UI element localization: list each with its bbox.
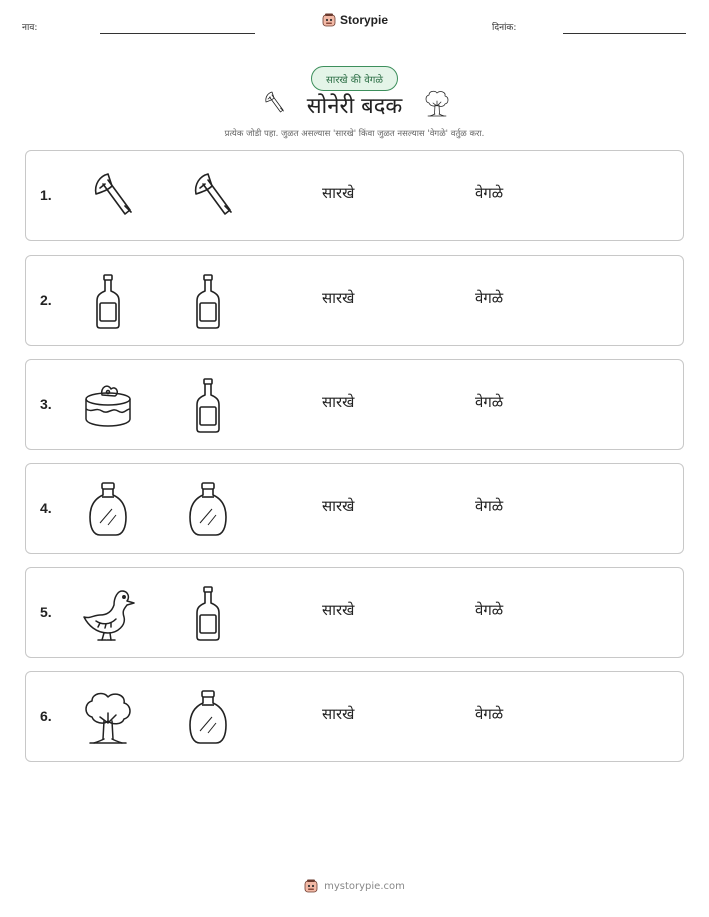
date-label: दिनांक: bbox=[492, 23, 517, 33]
right-picture bbox=[178, 687, 238, 747]
tree-icon bbox=[422, 88, 452, 118]
row-number: 4. bbox=[40, 500, 52, 516]
exercise-row bbox=[25, 150, 684, 241]
left-picture bbox=[78, 271, 138, 331]
tree-icon bbox=[78, 687, 138, 747]
instructions: प्रत्येक जोडी पहा. जुळत असल्यास 'सारखे' किंवा जुळत नसल्यास 'वेगळे' वर्तुळ करा. bbox=[224, 129, 485, 139]
option-different[interactable]: वेगळे bbox=[475, 393, 504, 411]
right-picture bbox=[178, 479, 238, 539]
left-picture bbox=[78, 687, 138, 747]
axe-icon bbox=[178, 166, 238, 226]
bottle-icon bbox=[178, 271, 238, 331]
option-different[interactable]: वेगळे bbox=[475, 184, 504, 202]
date-field-line[interactable] bbox=[563, 33, 686, 34]
option-same[interactable]: सारखे bbox=[322, 289, 355, 307]
right-picture bbox=[178, 375, 238, 435]
bottle-icon bbox=[178, 583, 238, 643]
option-same[interactable]: सारखे bbox=[322, 497, 355, 515]
brand-logo bbox=[322, 13, 388, 27]
option-same[interactable]: सारखे bbox=[322, 705, 355, 723]
option-same[interactable]: सारखे bbox=[322, 393, 355, 411]
duck-icon bbox=[78, 583, 138, 643]
right-picture bbox=[178, 271, 238, 331]
exercise-row bbox=[25, 359, 684, 450]
title-right-icon bbox=[422, 88, 452, 122]
title-row bbox=[0, 88, 709, 122]
cake-icon bbox=[78, 375, 138, 435]
footer bbox=[0, 879, 709, 893]
option-same[interactable]: सारखे bbox=[322, 601, 355, 619]
row-number: 3. bbox=[40, 396, 52, 412]
activity-tag: सारखे की वेगळे bbox=[311, 66, 398, 91]
option-different[interactable]: वेगळे bbox=[475, 289, 504, 307]
left-picture bbox=[78, 166, 138, 226]
row-number: 2. bbox=[40, 292, 52, 308]
row-number: 6. bbox=[40, 708, 52, 724]
name-field-line[interactable] bbox=[100, 33, 255, 34]
brand-name: Storypie bbox=[340, 13, 389, 27]
right-picture bbox=[178, 166, 238, 226]
right-picture bbox=[178, 583, 238, 643]
flask-icon bbox=[178, 687, 238, 747]
option-different[interactable]: वेगळे bbox=[475, 705, 504, 723]
axe-icon bbox=[257, 88, 287, 118]
left-picture bbox=[78, 583, 138, 643]
left-picture bbox=[78, 479, 138, 539]
option-different[interactable]: वेगळे bbox=[475, 497, 504, 515]
option-different[interactable]: वेगळे bbox=[475, 601, 504, 619]
name-label: नाव: bbox=[22, 23, 38, 33]
storypie-mascot-icon bbox=[322, 13, 336, 27]
exercise-row bbox=[25, 255, 684, 346]
row-number: 5. bbox=[40, 604, 52, 620]
flask-icon bbox=[178, 479, 238, 539]
exercise-row bbox=[25, 671, 684, 762]
bottle-icon bbox=[178, 375, 238, 435]
row-number: 1. bbox=[40, 187, 52, 203]
left-picture bbox=[78, 375, 138, 435]
storypie-mascot-icon bbox=[304, 879, 318, 893]
flask-icon bbox=[78, 479, 138, 539]
exercise-row bbox=[25, 567, 684, 658]
page-title: सोनेरी बदक bbox=[306, 94, 403, 119]
exercise-row bbox=[25, 463, 684, 554]
axe-icon bbox=[78, 166, 138, 226]
option-same[interactable]: सारखे bbox=[322, 184, 355, 202]
title-left-icon bbox=[257, 88, 287, 122]
footer-site: mystorypie.com bbox=[324, 880, 405, 892]
bottle-icon bbox=[78, 271, 138, 331]
